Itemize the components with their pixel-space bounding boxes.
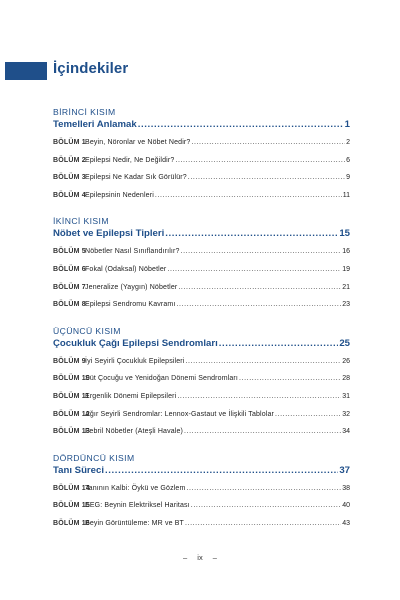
chapter-number: BÖLÜM 10 <box>53 375 90 383</box>
dot-leader <box>188 169 345 187</box>
chapter-page-number: 21 <box>342 283 350 291</box>
dot-leader <box>185 515 341 533</box>
toc-entry[interactable] <box>53 406 350 424</box>
chapter-page-number: 6 <box>346 156 350 164</box>
chapter-title: Beyin Görüntüleme: MR ve BT <box>85 519 184 527</box>
toc-entry[interactable] <box>53 296 350 314</box>
chapter-title: Epilepsi Sendromu Kavramı <box>85 301 176 309</box>
dot-leader <box>181 243 342 261</box>
chapter-page-number: 32 <box>342 410 350 418</box>
toc-entry[interactable] <box>53 515 350 533</box>
chapter-page-number: 38 <box>342 484 350 492</box>
dot-leader <box>175 152 345 170</box>
part-heading-link[interactable] <box>53 227 350 240</box>
chapter-number: BÖLÜM 11 <box>53 392 90 400</box>
table-of-contents <box>53 106 350 544</box>
part-label: İKİNCİ KISIM <box>53 216 109 227</box>
part-title: Tanı Süreci <box>53 464 105 476</box>
chapter-title: Jeneralize (Yaygın) Nöbetler <box>85 283 178 291</box>
chapter-number: BÖLÜM 6 <box>53 265 86 273</box>
toc-entry[interactable] <box>53 187 350 205</box>
part-label: ÜÇÜNCÜ KISIM <box>53 325 121 336</box>
dot-leader <box>105 464 338 477</box>
toc-entry[interactable] <box>53 370 350 388</box>
chapter-page-number: 16 <box>342 248 350 256</box>
chapter-number: BÖLÜM 5 <box>53 248 86 256</box>
toc-entry[interactable] <box>53 388 350 406</box>
toc-entry[interactable] <box>53 279 350 297</box>
chapter-number: BÖLÜM 15 <box>53 502 90 510</box>
chapter-title: Epilepsi Ne Kadar Sık Görülür? <box>85 174 187 182</box>
toc-part <box>53 325 350 441</box>
footer-dash-right: – <box>212 553 217 562</box>
chapter-page-number: 28 <box>342 375 350 383</box>
chapter-title: Süt Çocuğu ve Yenidoğan Dönemi Sendromları <box>85 375 239 383</box>
chapter-number: BÖLÜM 7 <box>53 283 86 291</box>
chapter-page-number: 19 <box>342 265 350 273</box>
footer-dash-left: – <box>183 553 188 562</box>
chapter-page-number: 11 <box>342 191 350 199</box>
chapter-number: BÖLÜM 9 <box>53 357 86 365</box>
chapter-title: Fokal (Odaksal) Nöbetler <box>85 265 167 273</box>
toc-entry[interactable] <box>53 134 350 152</box>
chapter-number: BÖLÜM 8 <box>53 301 86 309</box>
chapter-number: BÖLÜM 16 <box>53 519 90 527</box>
chapter-title: Tanının Kalbi: Öykü ve Gözlem <box>85 484 186 492</box>
page-number: ix <box>197 553 203 562</box>
page-title: İçindekiler <box>53 60 129 77</box>
chapter-page-number: 34 <box>342 428 350 436</box>
toc-entry[interactable] <box>53 423 350 441</box>
chapter-title: Febril Nöbetler (Ateşli Havale) <box>85 428 184 436</box>
part-heading-link[interactable] <box>53 337 350 350</box>
part-title: Temelleri Anlamak <box>53 119 137 130</box>
title-accent-bar <box>5 62 47 80</box>
chapter-number: BÖLÜM 1 <box>53 139 86 146</box>
chapter-number: BÖLÜM 2 <box>53 156 86 164</box>
chapter-title: Ergenlik Dönemi Epilepsileri <box>85 392 177 400</box>
toc-part <box>53 215 350 313</box>
dot-leader <box>239 370 341 388</box>
dot-leader <box>191 497 341 515</box>
chapter-page-number: 40 <box>342 502 350 510</box>
toc-entry[interactable] <box>53 261 350 279</box>
chapter-title: Nöbetler Nasıl Sınıflandırılır? <box>85 248 180 256</box>
part-page-number: 37 <box>339 464 350 476</box>
dot-leader <box>165 227 338 240</box>
chapter-page-number: 31 <box>342 392 350 400</box>
dot-leader <box>155 187 342 205</box>
toc-entry[interactable] <box>53 353 350 371</box>
toc-part <box>53 106 350 204</box>
part-label: DÖRDÜNCÜ KISIM <box>53 452 135 463</box>
part-page-number: 15 <box>339 228 350 240</box>
chapter-title: Epilepsinin Nedenleri <box>85 191 154 199</box>
chapter-title: Ağır Seyirli Sendromlar: Lennox-Gastaut ve İlişkili Tablolar <box>85 410 275 418</box>
dot-leader <box>177 388 341 406</box>
dot-leader <box>219 337 339 350</box>
dot-leader <box>167 261 341 279</box>
dot-leader <box>186 480 341 498</box>
dot-leader <box>185 353 341 371</box>
chapter-page-number: 43 <box>342 519 350 527</box>
chapter-number: BÖLÜM 12 <box>53 410 90 418</box>
part-label: BİRİNCİ KISIM <box>53 107 116 117</box>
chapter-title: EEG: Beynin Elektriksel Haritası <box>85 502 190 510</box>
chapter-number: BÖLÜM 4 <box>53 191 86 199</box>
dot-leader <box>184 423 341 441</box>
toc-entry[interactable] <box>53 497 350 515</box>
part-title: Çocukluk Çağı Epilepsi Sendromları <box>53 337 218 349</box>
toc-entry[interactable] <box>53 169 350 187</box>
chapter-title: Epilepsi Nedir, Ne Değildir? <box>85 156 175 164</box>
chapter-page-number: 26 <box>342 357 350 365</box>
page-footer <box>0 553 400 562</box>
chapter-number: BÖLÜM 3 <box>53 174 86 182</box>
part-heading-link[interactable] <box>53 118 350 131</box>
dot-leader <box>138 118 344 131</box>
chapter-page-number: 23 <box>342 301 350 309</box>
chapter-number: BÖLÜM 13 <box>53 428 90 436</box>
dot-leader <box>191 134 345 152</box>
chapter-title: Beyin, Nöronlar ve Nöbet Nedir? <box>85 139 191 146</box>
dot-leader <box>275 406 341 424</box>
part-page-number: 25 <box>339 337 350 349</box>
part-page-number: 1 <box>344 119 350 130</box>
dot-leader <box>177 296 342 314</box>
chapter-title: İyi Seyirli Çocukluk Epilepsileri <box>85 357 185 365</box>
dot-leader <box>178 279 341 297</box>
toc-entry[interactable] <box>53 243 350 261</box>
toc-entry[interactable] <box>53 152 350 170</box>
toc-entry[interactable] <box>53 480 350 498</box>
part-title: Nöbet ve Epilepsi Tipleri <box>53 228 165 240</box>
chapter-page-number: 2 <box>346 139 350 146</box>
toc-part <box>53 452 350 533</box>
chapter-page-number: 9 <box>346 174 350 182</box>
part-heading-link[interactable] <box>53 464 350 477</box>
chapter-number: BÖLÜM 14 <box>53 484 90 492</box>
